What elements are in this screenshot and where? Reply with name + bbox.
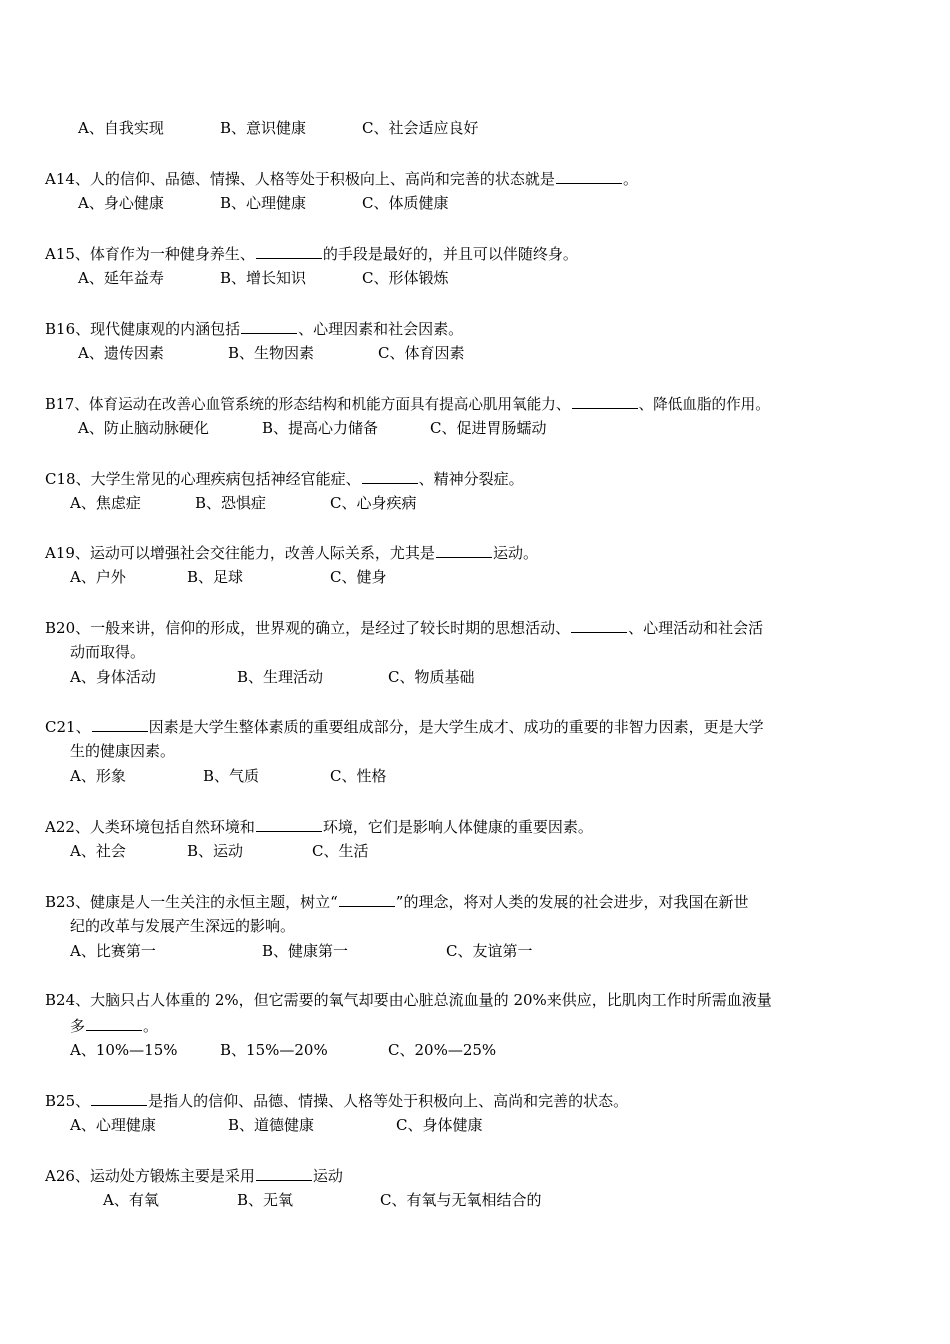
option-b: B、道德健康 xyxy=(228,1116,315,1134)
option-b: B、恐惧症 xyxy=(195,494,267,512)
question-text-continued: 多 。 xyxy=(70,1017,159,1035)
answer-blank xyxy=(572,393,638,409)
option-c: C、友谊第一 xyxy=(446,942,533,960)
question-text: C21、 因素是大学生整体素质的重要组成部分，是大学生成才、成功的重要的非智力因素，更是大学 xyxy=(45,718,764,736)
option-c: C、形体锻炼 xyxy=(362,269,449,287)
option-a: A、遗传因素 xyxy=(78,344,164,362)
question-text-continued: 生的健康因素。 xyxy=(70,742,176,760)
option-c: C、健身 xyxy=(330,568,387,586)
question-text: B23、健康是人一生关注的永恒主题，树立“ ”的理念，将对人类的发展的社会进步，对我国在新世 xyxy=(45,893,749,911)
option-c: C、有氧与无氧相结合的 xyxy=(380,1191,542,1209)
option-c: C、体育因素 xyxy=(378,344,465,362)
answer-blank xyxy=(256,1165,312,1181)
question-text: A15、体育作为一种健身养生、 的手段是最好的，并且可以伴随终身。 xyxy=(45,245,578,263)
option-b: B、运动 xyxy=(187,842,244,860)
option-c: C、心身疾病 xyxy=(330,494,417,512)
answer-blank xyxy=(86,1015,142,1031)
option-a: A、身体活动 xyxy=(70,668,156,686)
answer-blank xyxy=(339,891,395,907)
question-text-continued: 动而取得。 xyxy=(70,643,146,661)
option-a: A、有氧 xyxy=(103,1191,159,1209)
option-b: B、生物因素 xyxy=(228,344,315,362)
option-a: A、比赛第一 xyxy=(70,942,156,960)
option-b: B、15%—20% xyxy=(220,1041,328,1059)
question-text: A26、运动处方锻炼主要是采用 运动 xyxy=(45,1167,343,1185)
option-a: A、心理健康 xyxy=(70,1116,156,1134)
question-text: C18、大学生常见的心理疾病包括神经官能症、 、精神分裂症。 xyxy=(45,470,524,488)
question-text: B24、大脑只占人体重的 2%，但它需要的氧气却要由心脏总流血量的 20%来供应，比肌肉工作时所需血液量 xyxy=(45,991,772,1009)
answer-blank xyxy=(256,816,322,832)
option-b: B、气质 xyxy=(203,767,260,785)
answer-blank xyxy=(91,1090,147,1106)
option-b: B、健康第一 xyxy=(262,942,349,960)
question-text: B17、体育运动在改善心血管系统的形态结构和机能方面具有提高心肌用氧能力、 、降低血脂的作用。 xyxy=(45,393,770,415)
answer-blank xyxy=(362,468,418,484)
answer-blank xyxy=(256,243,322,259)
answer-blank xyxy=(571,617,627,633)
question-text: A19、运动可以增强社会交往能力，改善人际关系，尤其是 运动。 xyxy=(45,544,538,562)
answer-blank xyxy=(241,318,297,334)
option-b: B、生理活动 xyxy=(237,668,324,686)
answer-blank xyxy=(92,716,148,732)
question-text: B25、 是指人的信仰、品德、情操、人格等处于积极向上、高尚和完善的状态。 xyxy=(45,1092,629,1110)
question-text-continued: 纪的改革与发展产生深远的影响。 xyxy=(70,917,296,935)
option-a: A、防止脑动脉硬化 xyxy=(78,419,209,437)
option-c: C、促进胃肠蠕动 xyxy=(430,419,547,437)
option-b: B、提高心力储备 xyxy=(262,419,379,437)
option-b: B、心理健康 xyxy=(220,194,307,212)
option-a: A、身心健康 xyxy=(78,194,164,212)
option-b: B、增长知识 xyxy=(220,269,307,287)
question-text: B16、现代健康观的内涵包括 、心理因素和社会因素。 xyxy=(45,320,464,338)
option-b: B、意识健康 xyxy=(220,119,307,137)
option-c: C、身体健康 xyxy=(396,1116,483,1134)
option-c: C、体质健康 xyxy=(362,194,449,212)
option-b: B、无氧 xyxy=(237,1191,294,1209)
question-text: A14、人的信仰、品德、情操、人格等处于积极向上、高尚和完善的状态就是 。 xyxy=(45,170,638,188)
option-c: C、20%—25% xyxy=(388,1041,497,1059)
option-a: A、焦虑症 xyxy=(70,494,141,512)
option-a: A、社会 xyxy=(70,842,126,860)
option-a: A、形象 xyxy=(70,767,126,785)
option-a: A、自我实现 xyxy=(78,119,164,137)
question-text: A22、人类环境包括自然环境和 环境，它们是影响人体健康的重要因素。 xyxy=(45,818,593,836)
answer-blank xyxy=(556,168,622,184)
option-a: A、10%—15% xyxy=(70,1041,178,1059)
option-a: A、户外 xyxy=(70,568,126,586)
answer-blank xyxy=(436,542,492,558)
option-b: B、足球 xyxy=(187,568,244,586)
option-a: A、延年益寿 xyxy=(78,269,164,287)
option-c: C、性格 xyxy=(330,767,387,785)
option-c: C、社会适应良好 xyxy=(362,119,479,137)
question-text: B20、一般来讲，信仰的形成，世界观的确立，是经过了较长时期的思想活动、 、心理活动和社会活 xyxy=(45,619,764,637)
option-c: C、物质基础 xyxy=(388,668,475,686)
option-c: C、生活 xyxy=(312,842,369,860)
